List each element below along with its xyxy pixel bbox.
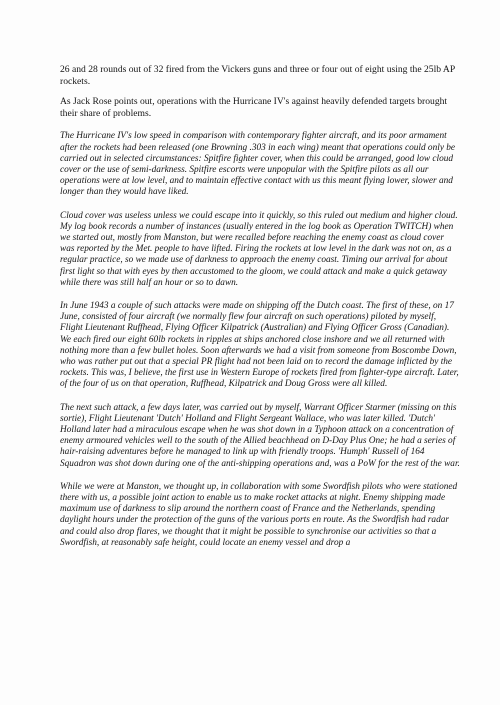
paragraph-1: 26 and 28 rounds out of 32 fired from the Vickers guns and three or four out of eight using the 25lb AP rockets. bbox=[60, 64, 455, 87]
paragraph-6: The next such attack, a few days later, was carried out by myself, Warrant Officer Starmer (missing on this sortie), Flight Lieutenant 'Dutch' Holland and Flight Sergeant Wallace, who was later killed. 'Dutch' Holland later had a miraculous escape when he was shot down in a Typhoon attack on a concentration of enemy armoured vehicles well to the south of the Allied beachhead on D-Day Plus One; he had a series of hair-raising adventures before he managed to link up with friendly troops. 'Humph' Russell of 164 Squadron was shot down during one of the anti-shipping operations and, was a PoW for the rest of the war. bbox=[60, 402, 460, 469]
document-body bbox=[60, 64, 460, 561]
paragraph-3: The Hurricane IV's low speed in comparison with contemporary fighter aircraft, and its poor armament after the rockets had been released (one Browning .303 in each wing) meant that operations could only be carried out in selected circumstances: Spitfire fighter cover, when this could be arranged, good low cloud cover or the use of semi-darkness. Spitfire escorts were unpopular with the Spitfire pilots as all our operations were at low level, and to maintain effective contact with us this meant flying lower, slower and longer than they would have liked. bbox=[60, 131, 456, 198]
paragraph-5: In June 1943 a couple of such attacks were made on shipping off the Dutch coast. The first of these, on 17 June, consisted of four aircraft (we normally flew four aircraft on such operations) piloted by myself, Flight Lieutenant Ruffhead, Flying Officer Kilpatrick (Australian) and Flying Officer Gross (Canadian). We each fired our eight 60lb rockets in ripples at ships anchored close inshore and we all returned with nothing more than a few bullet holes. Soon afterwards we had a visit from someone from Boscombe Down, who was rather put out that a special PR flight had not been laid on to record the damage inflicted by the rockets. This was, I believe, the first use in Western Europe of rockets fired from fighter-type aircraft. Later, of the four of us on that operation, Ruffhead, Kilpatrick and Doug Gross were all killed. bbox=[60, 301, 459, 390]
paragraph-7: While we were at Manston, we thought up, in collaboration with some Swordfish pilots who were stationed there with us, a possible joint action to enable us to make rocket attacks at night. Enemy shipping made maximum use of darkness to slip around the northern coast of France and the Netherlands, spending daylight hours under the protection of the guns of the various ports en route. As the Swordfish had radar and could also drop flares, we thought that it might be possible to synchronise our activities so that a Swordfish, at reasonably safe height, could locate an enemy vessel and drop a bbox=[60, 481, 458, 548]
paragraph-4: Cloud cover was useless unless we could escape into it quickly, so this ruled out medium and higher cloud. My log book records a number of instances (usually entered in the log book as Operation TWITCH) when we started out, mostly from Manston, but were recalled before reaching the enemy coast as cloud cover was reported by the Met. people to have lifted. Firing the rockets at low level in the dark was not on, as a regular practice, so we made use of darkness to approach the enemy coast. Timing our arrival for about first light so that with eyes by then accustomed to the gloom, we could attack and make a quick getaway while there was still half an hour or so to dawn. bbox=[60, 210, 458, 288]
paragraph-2: As Jack Rose points out, operations with the Hurricane IV's against heavily defended targets brought their share of problems. bbox=[60, 96, 448, 119]
